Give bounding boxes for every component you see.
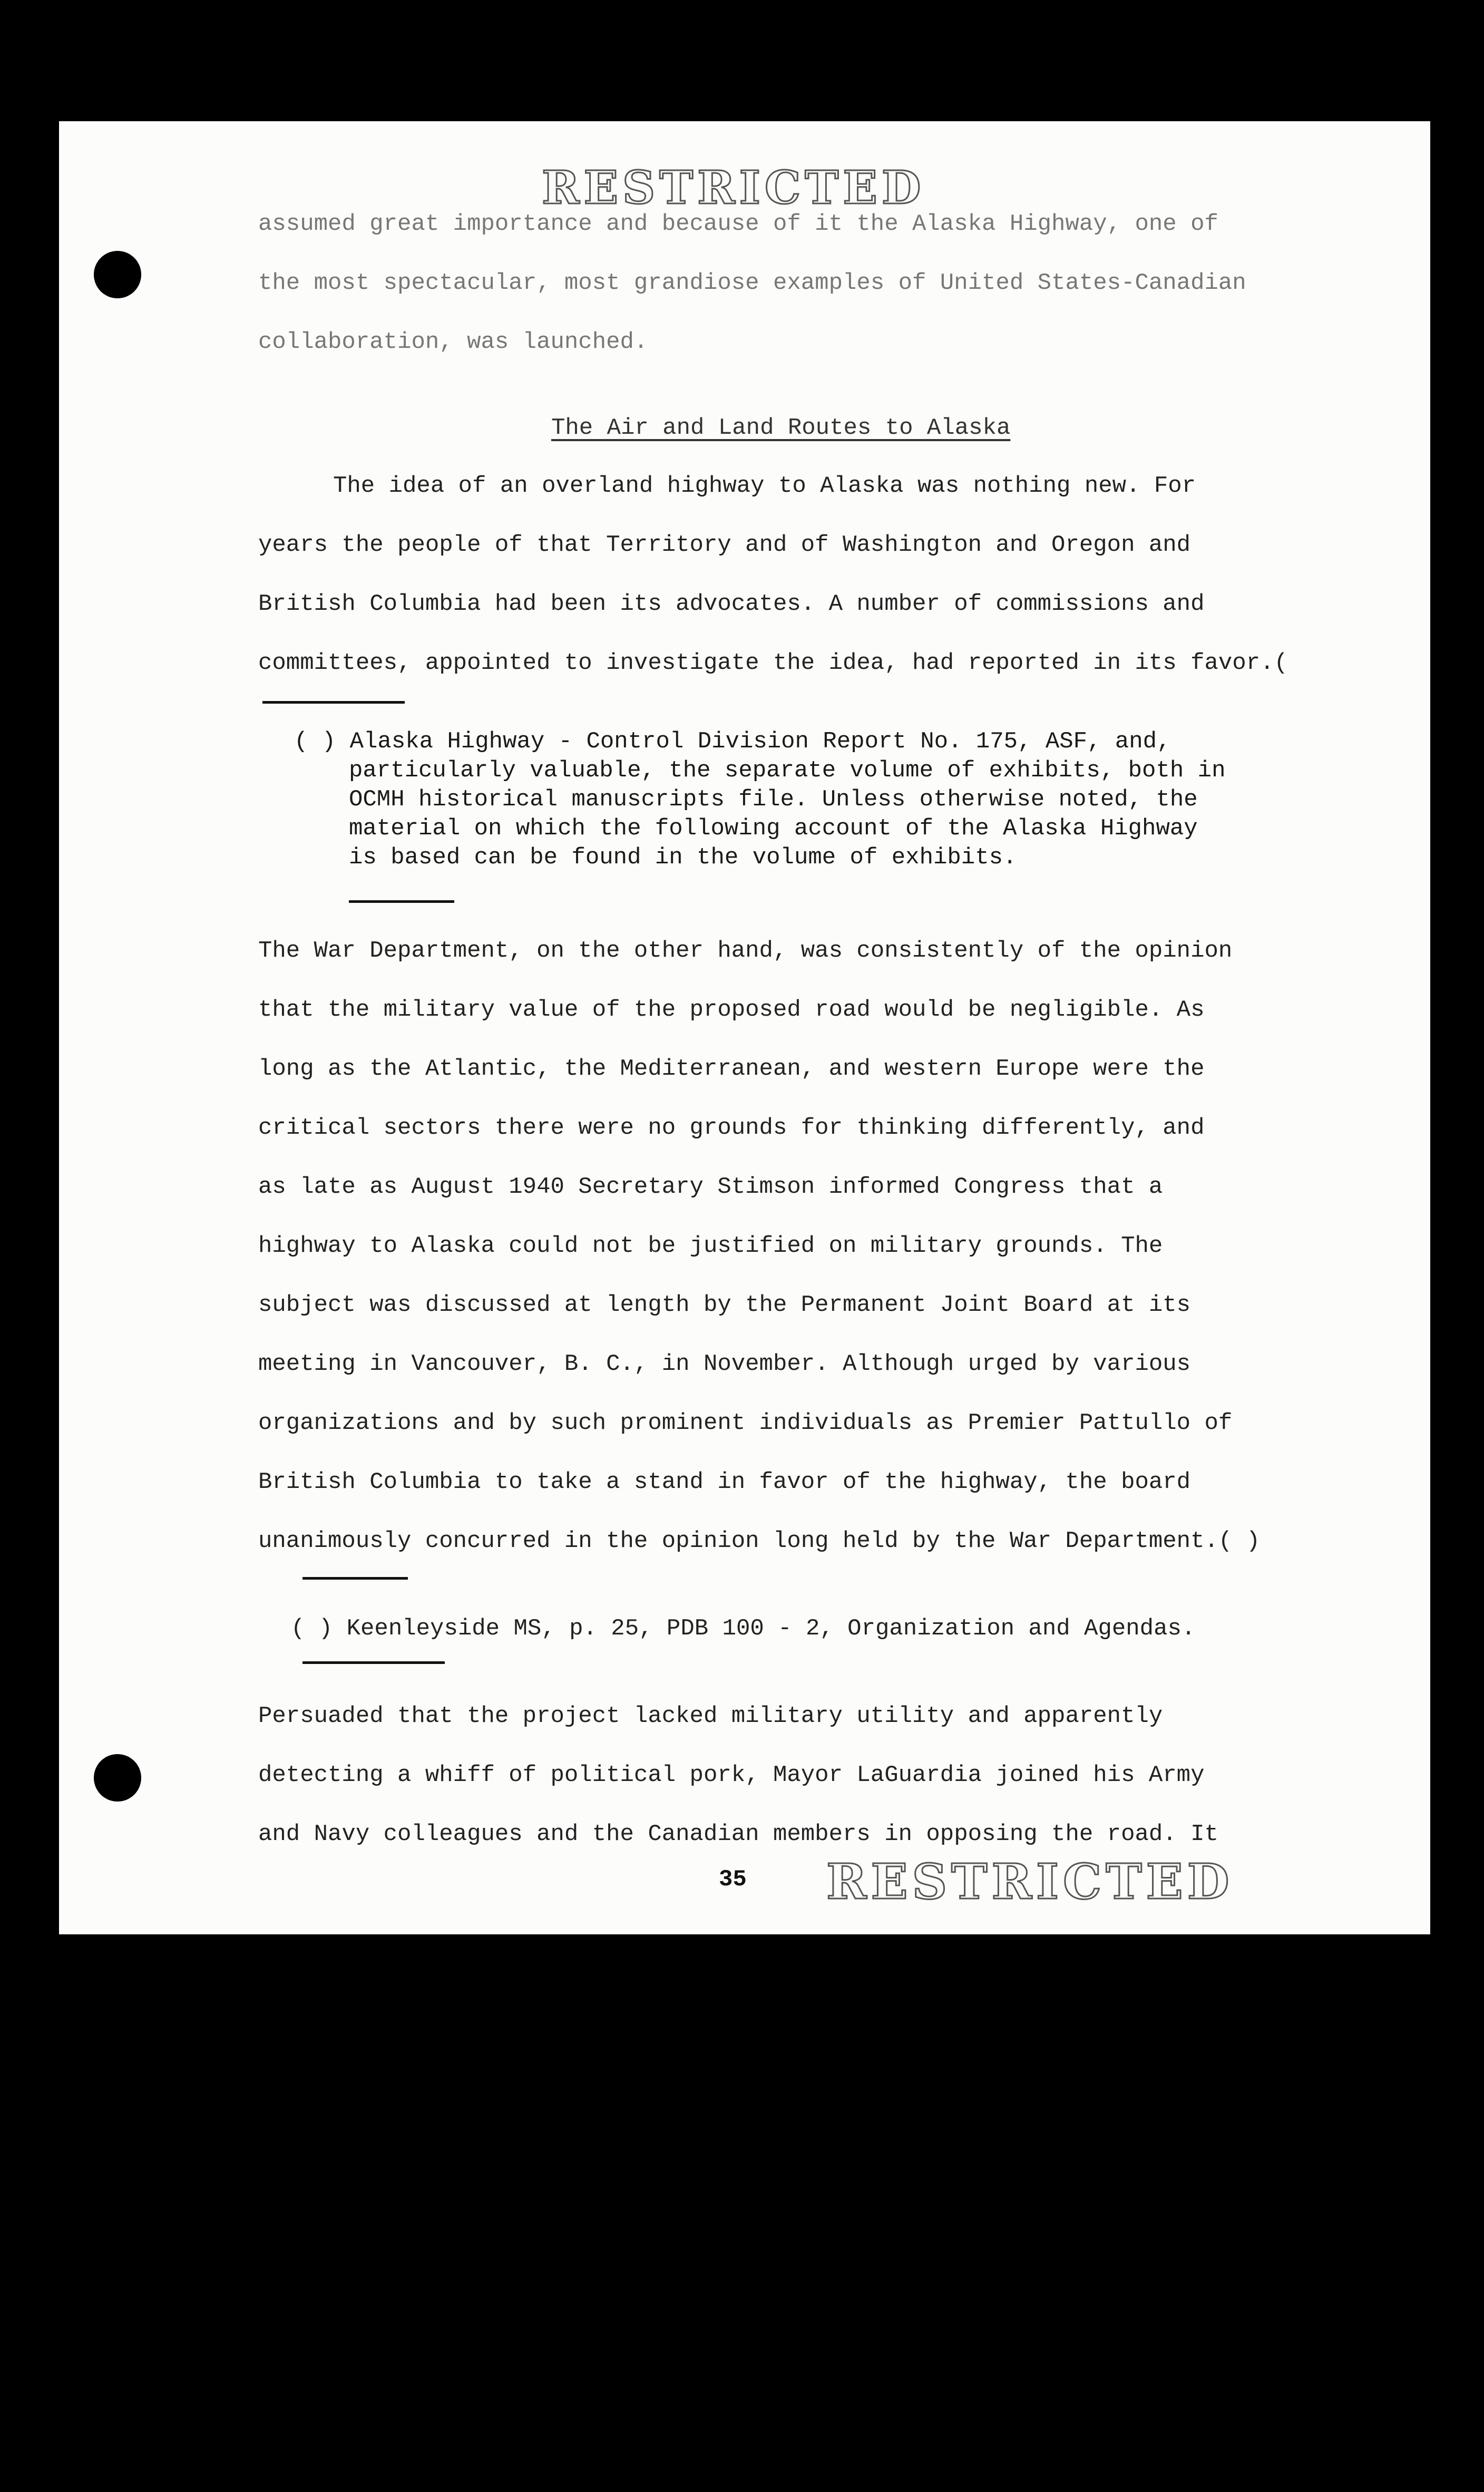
text-line: organizations and by such prominent individuals as Premier Pattullo of: [258, 1410, 1233, 1436]
text-line: The idea of an overland highway to Alaska was nothing new. For: [333, 473, 1196, 499]
punch-hole: [94, 1754, 141, 1802]
text-line: subject was discussed at length by the Permanent Joint Board at its: [258, 1292, 1191, 1318]
text-line: and Navy colleagues and the Canadian members in opposing the road. It: [258, 1821, 1218, 1847]
restricted-stamp-top: RESTRICTED: [542, 161, 925, 215]
section-heading: The Air and Land Routes to Alaska: [551, 415, 1011, 441]
footnote-line: ( ) Alaska Highway - Control Division Report No. 175, ASF, and,: [294, 728, 1171, 755]
footnote-rule: [262, 701, 405, 704]
text-line: long as the Atlantic, the Mediterranean, and western Europe were the: [258, 1056, 1205, 1082]
footnote-rule: [302, 1577, 408, 1580]
text-line: British Columbia to take a stand in favor of the highway, the board: [258, 1469, 1191, 1495]
footnote-line: material on which the following account of the Alaska Highway: [349, 815, 1198, 842]
text-line: collaboration, was launched.: [258, 329, 648, 355]
text-line: detecting a whiff of political pork, Mayor LaGuardia joined his Army: [258, 1762, 1205, 1788]
text-line: critical sectors there were no grounds for thinking differently, and: [258, 1115, 1205, 1141]
text-line: assumed great importance and because of it the Alaska Highway, one of: [258, 211, 1218, 237]
document-page: [59, 121, 1430, 1934]
text-line: highway to Alaska could not be justified on military grounds. The: [258, 1233, 1163, 1259]
footnote-line: OCMH historical manuscripts file. Unless otherwise noted, the: [349, 786, 1198, 813]
punch-hole: [94, 251, 141, 298]
footnote-rule: [349, 900, 454, 903]
restricted-stamp-bottom: RESTRICTED: [826, 1853, 1234, 1910]
footnote-rule: [302, 1661, 445, 1664]
text-line: British Columbia had been its advocates. A number of commissions and: [258, 591, 1205, 617]
footnote-line: particularly valuable, the separate volume of exhibits, both in: [349, 757, 1226, 784]
text-line: as late as August 1940 Secretary Stimson informed Congress that a: [258, 1174, 1163, 1200]
text-line: unanimously concurred in the opinion long held by the War Department.( ): [258, 1528, 1261, 1554]
text-line: committees, appointed to investigate the idea, had reported in its favor.(: [258, 650, 1288, 676]
footnote-line: is based can be found in the volume of exhibits.: [349, 844, 1017, 871]
text-line: the most spectacular, most grandiose examples of United States-Canadian: [258, 270, 1246, 296]
text-line: years the people of that Territory and of Washington and Oregon and: [258, 532, 1191, 558]
text-line: The War Department, on the other hand, was consistently of the opinion: [258, 938, 1233, 964]
text-line: Persuaded that the project lacked military utility and apparently: [258, 1703, 1163, 1729]
page-number: 35: [719, 1866, 747, 1893]
text-line: that the military value of the proposed road would be negligible. As: [258, 997, 1205, 1023]
text-line: meeting in Vancouver, B. C., in November. Although urged by various: [258, 1351, 1191, 1377]
footnote-line: ( ) Keenleyside MS, p. 25, PDB 100 - 2, Organization and Agendas.: [291, 1615, 1196, 1642]
